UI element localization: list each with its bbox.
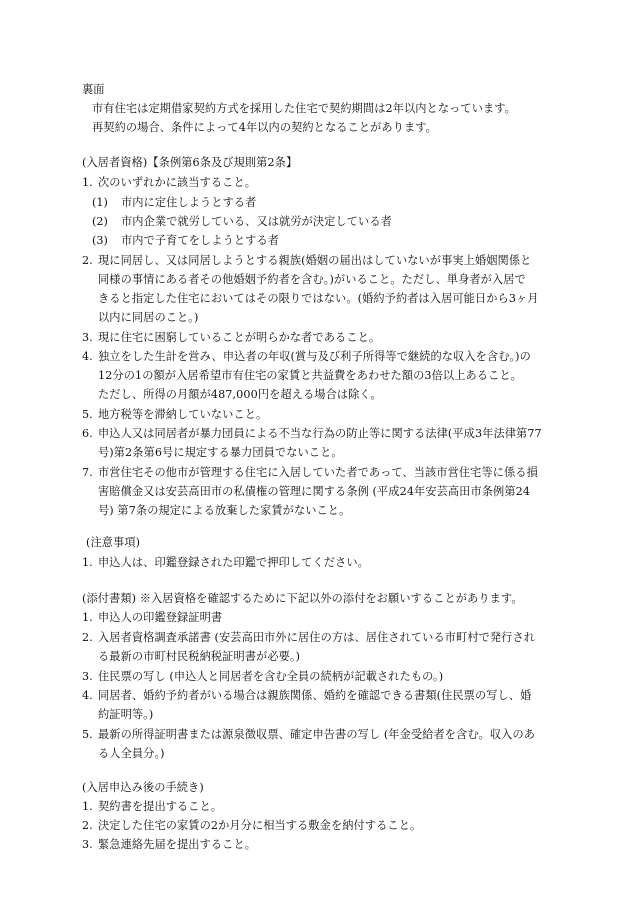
qual-item-7-line-3: 号) 第7条の規定による放棄した家賃がないこと。 — [98, 504, 351, 517]
qual-item-7-num: 7. — [82, 466, 93, 479]
qual-item-4-line-2: 12分の1の額が入居希望市有住宅の家賃と共益費をあわせた額の3倍以上あること。 — [98, 369, 522, 382]
doc-item-5-line-1: 最新の所得証明書または源泉徴収票、確定申告書の写し (年金受給者を含む。収入のあ — [98, 728, 536, 741]
doc-item-1-num: 1. — [82, 611, 93, 624]
qual-item-2-line-1: 現に同居し、又は同居しようとする親族(婚姻の届出はしていないが事実上婚姻関係と — [98, 254, 532, 267]
qual-sub-1-text: 市内に定住しようとする者 — [121, 196, 257, 209]
doc-item-2-num: 2. — [82, 631, 93, 644]
after-item-2-num: 2. — [82, 819, 93, 832]
doc-item-5-num: 5. — [82, 728, 93, 741]
documents-heading: (添付書類) ※入居資格を確認するために下記以外の添付をお願いすることがあります。 — [82, 592, 523, 605]
doc-item-3-text: 住民票の写し (申込人と同居者を含む全員の続柄が記載されたもの。) — [98, 670, 444, 683]
qual-item-6-line-1: 申込人又は同居者が暴力団員による不当な行為の防止等に関する法律(平成3年法律第77 — [98, 427, 542, 440]
doc-item-2-line-2: る最新の市町村民税納税証明書が必要。) — [98, 650, 301, 663]
after-item-2-text: 決定した住宅の家賃の2か月分に相当する敷金を納付すること。 — [98, 819, 422, 832]
qual-sub-2-num: (2) — [92, 215, 108, 228]
intro-line-1: 市有住宅は定期借家契約方式を採用した住宅で契約期間は2年以内となっています。 — [92, 102, 516, 115]
qual-item-6-num: 6. — [82, 427, 93, 440]
qual-item-2-line-2: 同様の事情にある者その他婚姻予約者を含む。)がいること。ただし、単身者が入居で — [98, 273, 526, 286]
qual-item-5-text: 地方税等を滞納していないこと。 — [98, 408, 268, 421]
doc-item-4-line-2: 約証明等。) — [98, 708, 154, 721]
qual-item-1-num: 1. — [82, 176, 93, 189]
qual-sub-1-num: (1) — [92, 196, 108, 209]
qual-item-4-num: 4. — [82, 350, 93, 363]
qual-item-3-num: 3. — [82, 331, 93, 344]
qual-sub-3-text: 市内で子育てをしようとする者 — [121, 234, 280, 247]
page-side-heading: 裏面 — [82, 83, 105, 96]
notes-heading: (注意事項) — [86, 536, 141, 549]
qual-item-3-text: 現に住宅に困窮していることが明らかな者であること。 — [98, 331, 381, 344]
doc-item-4-num: 4. — [82, 689, 93, 702]
doc-item-1-text: 申込人の印鑑登録証明書 — [98, 611, 223, 624]
intro-line-2: 再契約の場合、条件によって4年以内の契約となることがあります。 — [92, 121, 437, 134]
qual-item-4-line-3: ただし、所得の月額が487,000円を超える場合は除く。 — [98, 388, 382, 401]
after-item-3-num: 3. — [82, 838, 93, 851]
qual-item-5-num: 5. — [82, 408, 93, 421]
qual-item-2-num: 2. — [82, 254, 93, 267]
qual-sub-2-text: 市内企業で就労している、又は就労が決定している者 — [121, 215, 392, 228]
after-item-1-num: 1. — [82, 800, 93, 813]
qual-sub-3-num: (3) — [92, 234, 108, 247]
notes-item-1-text: 申込人は、印鑑登録された印鑑で押印してください。 — [98, 556, 369, 569]
qual-item-2-line-3: きると指定した住宅においてはその限りではない。(婚約予約者は入居可能日から3ヶ月 — [98, 292, 539, 305]
doc-item-4-line-1: 同居者、婚約予約者がいる場合は親族関係、婚約を確認できる書類(住民票の写し、婚 — [98, 689, 532, 702]
qual-item-1-text: 次のいずれかに該当すること。 — [98, 176, 257, 189]
qual-item-7-line-1: 市営住宅その他市が管理する住宅に入居していた者であって、当該市営住宅等に係る損 — [98, 466, 538, 479]
qual-item-2-line-4: 以内に同居のこと。) — [98, 311, 199, 324]
doc-item-5-line-2: る人全員分。) — [98, 747, 165, 760]
notes-item-1-num: 1. — [82, 556, 93, 569]
after-heading: (入居申込み後の手続き) — [82, 781, 204, 794]
doc-item-2-line-1: 入居者資格調査承諾書 (安芸高田市外に居住の方は、居住されている市町村で発行され — [98, 631, 536, 644]
qualification-heading: (入居者資格)【条例第6条及び規則第2条】 — [82, 156, 298, 169]
qual-item-6-line-2: 号)第2条第6号に規定する暴力団員でないこと。 — [98, 446, 343, 459]
after-item-1-text: 契約書を提出すること。 — [98, 800, 223, 813]
qual-item-4-line-1: 独立をした生計を営み、申込者の年収(賞与及び利子所得等で継続的な収入を含む。)の — [98, 350, 531, 363]
qual-item-7-line-2: 害賠償金又は安芸高田市の私債権の管理に関する条例 (平成24年安芸高田市条例第24 — [98, 485, 531, 498]
doc-item-3-num: 3. — [82, 670, 93, 683]
after-item-3-text: 緊急連絡先届を提出すること。 — [98, 838, 257, 851]
